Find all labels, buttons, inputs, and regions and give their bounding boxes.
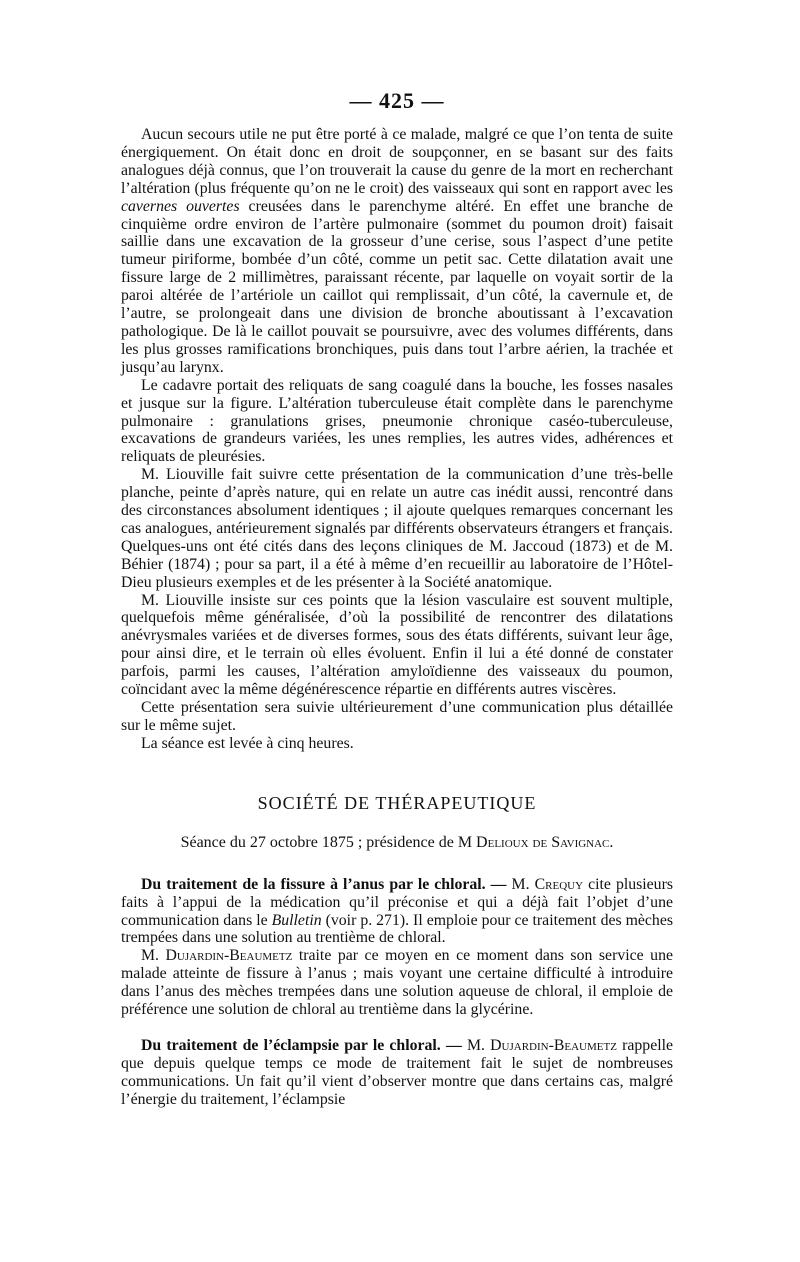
paragraph-1-text-b: creusées dans le parenchyme altéré. En effet une branche de cinquième ordre environ de l’artère pulmonaire (sommet du poumon droit) faisait saillie dans une excavation de la grosseur d’une cerise, sous l’aspect d’une petite tumeur piriforme, bombée d’un côté, comme un petit sac. Cette dilatation avait une fissure large de 2 millimètres, paraissant récente, par laquelle on voyait sortir de la paroi altérée de l’artériole un caillot qui remplissait, d’un côté, la cavernule et, de l’autre, se prolongeait dans une division de bronche aboutissant à l’excavation pathologique. De là le caillot pouvait se poursuivre, avec des volumes différents, dans les plus grosses ramifications bronchiques, puis dans tout l’arbre aérien, la trachée et jusqu’au larynx. [121, 197, 673, 376]
entry-fissure-journal: Bulletin [271, 911, 322, 929]
paragraph-2: Le cadavre portait des reliquats de sang coagulé dans la bouche, les fosses nasales et jusque sur la figure. L’altération tuberculeuse était complète dans le parenchyme pulmonaire : granulations grises, pneumonie chronique caséo-tuberculeuse, excavations de grandeurs variées, les unes remplies, les autres vides, adhérences et reliquats de pleurésies. [121, 376, 673, 466]
entry-fissure-name: M. Crequy [511, 875, 584, 893]
entry-eclampsie-paragraph [121, 1037, 673, 1109]
entry-eclampsie-dash: — [440, 1036, 467, 1054]
section-spacer [121, 753, 673, 793]
session-president: Delioux de Savignac. [476, 833, 614, 851]
paragraph-1-text-a: Aucun secours utile ne put être porté à ce malade, malgré ce que l’on tenta de suite énergiquement. On était donc en droit de soupçonner, en se basant sur des faits analogues déjà connus, que l’on trouverait la cause du genre de la mort en recherchant l’altération (plus fréquente qu’on ne le croit) des vaisseaux qui sont en rapport avec les [121, 126, 673, 197]
entry-fissure-dash: — [485, 875, 512, 893]
session-line [121, 834, 673, 852]
entry-eclampsie-name: M. Dujardin-Beaumetz [466, 1036, 617, 1054]
paragraph-5: Cette présentation sera suivie ultérieurement d’une communication plus détaillée sur le même sujet. [121, 699, 673, 734]
paragraph-1 [121, 126, 673, 377]
entry-fissure-paragraph-1 [121, 876, 673, 948]
entry-eclampsie [121, 1037, 673, 1109]
entry-fissure-p2-text: traite par ce moyen en ce moment dans son service une malade atteinte de fissure à l’anus ; mais voyant une certaine difficulté à introduire dans l’anus des mèches trempées dans une solution aqueuse de chloral, il emploie de préférence une solution de chloral au trentième dans la glycérine. [121, 947, 673, 1019]
paragraph-6: La séance est levée à cinq heures. [141, 734, 354, 752]
paragraph-3: M. Liouville fait suivre cette présentation de la communication d’une très-belle planche, peinte d’après nature, qui en relate un autre cas inédit aussi, rencontré dans des circonstances absolument identiques ; il ajoute quelques remarques concernant les cas analogues, antérieurement signalés par différents observateurs étrangers et français. Quelques-uns ont été cités dans des leçons cliniques de M. Jaccoud (1873) et de M. Béhier (1874) ; pour sa part, il a été à même d’en recueillir au laboratoire de l’Hôtel-Dieu plusieurs exemples et de les présenter à la Société anatomique. [121, 466, 673, 591]
session-prefix: Séance du 27 octobre 1875 ; présidence de M [180, 833, 477, 851]
entry-eclampsie-title: Du traitement de l’éclampsie par le chloral. [141, 1036, 441, 1054]
paragraph-4: M. Liouville insiste sur ces points que la lésion vasculaire est souvent multiple, quelquefois même généralisée, d’où la possibilité de rencontrer des dilatations anévrysmales variées et de diverses formes, sous des états différents, suivant leur âge, pour ainsi dire, et le terrain où elles évoluent. Enfin il lui a été donné de constater parfois, parmi les causes, l’altération amyloïdienne des vaisseaux du poumon, coïncidant avec la même dégénérescence répartie en différents autres viscères. [121, 591, 673, 699]
entry-fissure-text-a: cite plusieurs faits à l’appui de la médication qu’il préconise et qui a déjà fait l’objet d’une communication dans le [121, 875, 673, 929]
section-title: SOCIÉTÉ DE THÉRAPEUTIQUE [257, 792, 537, 813]
paragraph-1-italic: cavernes ouvertes [121, 197, 240, 215]
page-number: — 425 — [349, 88, 445, 113]
entry-fissure [121, 876, 673, 1019]
article-body [121, 126, 673, 1109]
entry-eclampsie-text: rappelle que depuis quelque temps ce mode de traitement fait le sujet de nombreuses communications. Un fait qu’il vient d’observer montre que dans certains cas, malgré l’énergie du traitement, l’éclampsie [121, 1036, 673, 1108]
entry-fissure-p2-name: M. Dujardin-Beaumetz [141, 947, 293, 965]
entry-fissure-paragraph-2 [121, 947, 673, 1019]
entry-fissure-text-b: (voir p. 271). Il emploie pour ce traitement des mèches trempées dans une solution au trentième de chloral. [121, 911, 673, 947]
entry-fissure-title: Du traitement de la fissure à l’anus par le chloral. [141, 875, 486, 893]
